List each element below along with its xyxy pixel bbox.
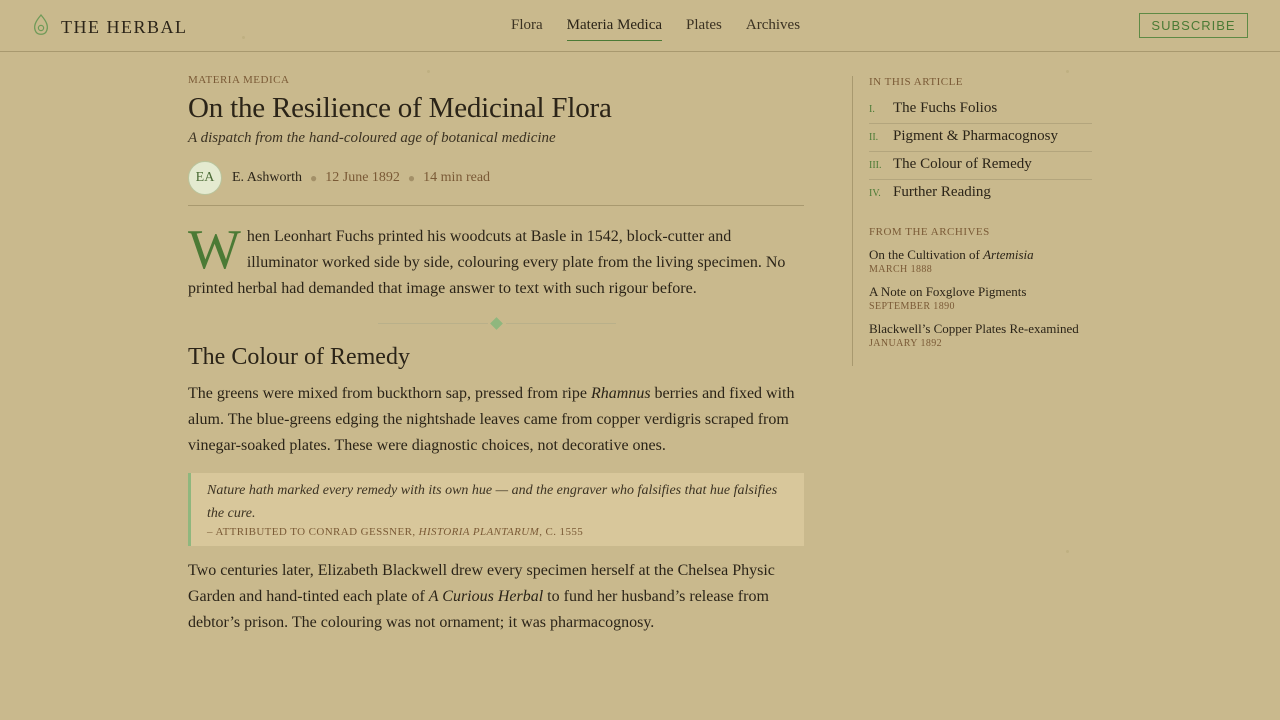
toc-label: Pigment & Pharmacognosy (893, 128, 1058, 144)
sidebar (852, 76, 1092, 366)
archives-heading: FROM THE ARCHIVES (869, 226, 990, 238)
toc-label: Further Reading (893, 184, 991, 200)
lead-paragraph (188, 219, 804, 302)
nav-plates[interactable]: Plates (686, 17, 722, 33)
decor-speck (1066, 550, 1069, 553)
toc-number: IV. (869, 188, 881, 199)
text-emphasis: A Curious Herbal (428, 588, 544, 605)
archive-link[interactable] (869, 321, 1092, 349)
archive-link[interactable] (869, 247, 1092, 275)
toc-heading: IN THIS ARTICLE (869, 76, 964, 88)
toc-number: III. (869, 160, 882, 171)
text-run: – ATTRIBUTED TO CONRAD GESSNER, (207, 526, 419, 538)
decor-speck (1066, 70, 1069, 73)
text-emphasis: HISTORIA PLANTARUM (418, 526, 540, 538)
toc-item[interactable] (869, 96, 1092, 124)
text-run: , C. 1555 (539, 526, 584, 538)
author-avatar[interactable]: EA (188, 161, 222, 195)
body-paragraph (188, 381, 804, 459)
diamond-ornament-icon (188, 314, 804, 334)
toc-item[interactable] (869, 124, 1092, 152)
archive-title: Blackwell’s Copper Plates Re-examined (869, 321, 1079, 336)
drop-cap: W (188, 219, 241, 281)
text-run: The greens were mixed from buckthorn sap, pressed from ripe (188, 385, 591, 402)
toc-label: The Colour of Remedy (893, 156, 1032, 172)
separator-dot: ● (407, 170, 416, 185)
separator-dot: ● (310, 170, 318, 185)
quote-text: Nature hath marked every remedy with its own hue — and the engraver who falsifies that hue falsifies the cure. (207, 483, 778, 521)
section-heading: The Colour of Remedy (188, 344, 410, 370)
text-run: On the Cultivation of (869, 247, 984, 262)
archive-link[interactable] (869, 284, 1092, 312)
toc-label: The Fuchs Folios (893, 100, 998, 116)
toc-item[interactable] (869, 152, 1092, 180)
read-time: 14 min read (423, 170, 491, 185)
toc-number: II. (869, 132, 879, 143)
nav-archives[interactable]: Archives (745, 17, 801, 33)
nav-materia-medica[interactable]: Materia Medica (567, 17, 662, 41)
archive-date: JANUARY 1892 (869, 338, 943, 349)
table-of-contents (869, 96, 1092, 208)
seed-leaf-icon (32, 14, 50, 41)
decor-speck (427, 70, 430, 73)
text-emphasis: Artemisia (983, 247, 1034, 262)
nav-flora[interactable]: Flora (511, 17, 543, 33)
body-paragraph (188, 558, 804, 636)
article-subtitle: A dispatch from the hand-coloured age of botanical medicine (188, 130, 556, 146)
top-bar (0, 0, 1280, 52)
lead-text: hen Leonhart Fuchs printed his woodcuts at Basle in 1542, block-cutter and illuminator worked side by side, colouring every plate from the living specimen. No printed herbal had demanded that image answer to text with such rigour before. (188, 228, 786, 297)
text-run: to fund her husband’s release from debtor’s prison. The colouring was not ornament; it was pharmacognosy. (188, 588, 769, 631)
publish-date: 12 June 1892 (325, 170, 400, 185)
archive-date: SEPTEMBER 1890 (869, 301, 955, 312)
archive-date: MARCH 1888 (869, 264, 933, 275)
toc-item[interactable] (869, 180, 1092, 208)
archive-title: A Note on Foxglove Pigments (869, 284, 1027, 299)
brand[interactable] (32, 14, 188, 41)
main-nav (511, 17, 824, 41)
text-emphasis: Rhamnus (590, 385, 651, 402)
brand-name: THE HERBAL (61, 17, 188, 37)
toc-number: I. (869, 104, 875, 115)
subscribe-button[interactable]: SUBSCRIBE (1139, 13, 1248, 38)
author-name[interactable]: E. Ashworth (232, 170, 302, 185)
text-run: berries and fixed with alum. The blue-greens edging the nightshade leaves came from copper verdigris scraped from vinegar-soaked plates. These were diagnostic choices, not decorative ones. (188, 385, 795, 454)
text-run: Two centuries later, Elizabeth Blackwell drew every specimen herself at the Chelsea Physic Garden and hand-tinted each plate of (188, 562, 775, 605)
pull-quote (188, 473, 804, 546)
article-kicker[interactable]: MATERIA MEDICA (188, 74, 290, 86)
article (188, 74, 804, 636)
article-title: On the Resilience of Medicinal Flora (188, 92, 612, 124)
quote-citation (207, 526, 786, 538)
byline (188, 161, 804, 206)
archive-title (869, 247, 1092, 263)
